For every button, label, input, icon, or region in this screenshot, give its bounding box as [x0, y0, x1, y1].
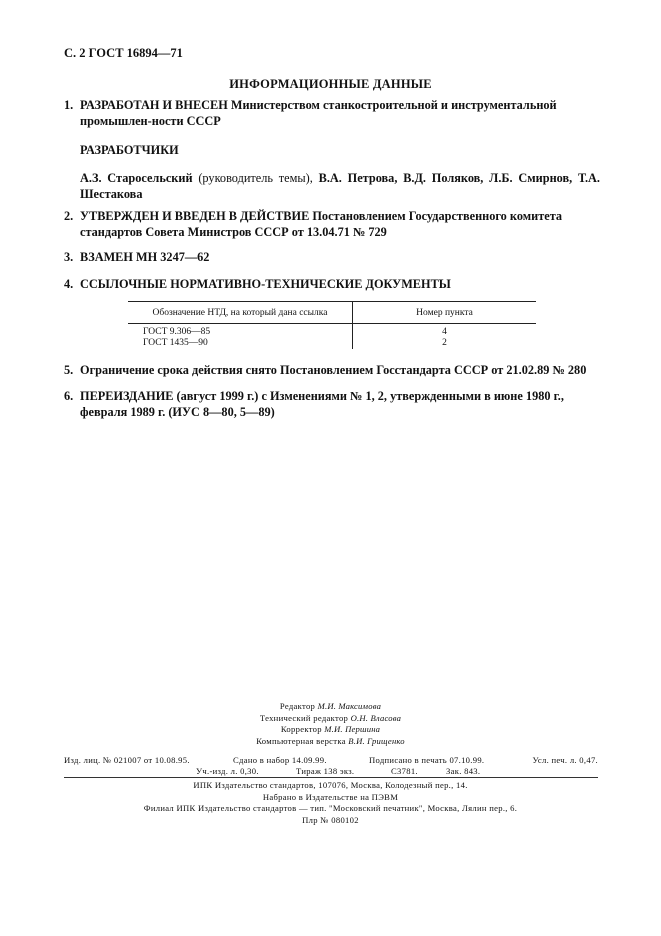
credit-role: Корректор: [280, 724, 322, 734]
publisher-line: Филиал ИПК Издательство стандартов — тип. "Московский печатник", Москва, Лялин пер., 6.: [143, 803, 518, 813]
item-number: 2.: [64, 209, 74, 223]
credit-name: О.Н. Власова: [350, 712, 402, 723]
item-number: 4.: [64, 277, 74, 291]
imprint-license: Изд. лиц. № 021007 от 10.08.95.: [64, 755, 190, 765]
info-item-4: [64, 276, 600, 292]
item-text: ССЫЛОЧНЫЕ НОРМАТИВНО-ТЕХНИЧЕСКИЕ ДОКУМЕНТЫ: [80, 277, 451, 291]
reference-table: [128, 301, 536, 349]
info-item-5: [64, 362, 600, 378]
publisher-line: Плр № 080102: [302, 814, 359, 825]
table-cell-clause: 4: [442, 327, 447, 337]
publisher-line: ИПК Издательство стандартов, 107076, Москва, Колодезный пер., 14.: [193, 780, 468, 790]
item-text: Ограничение срока действия снято Постановлением Госстандарта СССР от 21.02.89 № 280: [80, 363, 587, 377]
item-number: 1.: [64, 98, 74, 112]
imprint-order: Зак. 843.: [446, 766, 481, 776]
credit-name: М.И. Першина: [324, 724, 381, 734]
credit-role: Компьютерная верстка: [256, 735, 346, 746]
table-cell-clause: 2: [442, 338, 447, 348]
info-item-3: [64, 249, 600, 265]
item-text: ПЕРЕИЗДАНИЕ (август 1999 г.) с Изменениями № 1, 2, утвержденными в июне 1980 г., февраля 1989 г. (ИУС 8—80, 5—89): [80, 389, 564, 419]
item-text: РАЗРАБОТАН И ВНЕСЕН Министерством станкостроительной и инструментальной промышлен-ности СССР: [80, 98, 557, 128]
credit-role: Редактор: [279, 701, 316, 711]
developer-leader-role: (руководитель темы),: [192, 171, 319, 185]
imprint-pub-sheets: Уч.-изд. л. 0,30.: [196, 766, 259, 776]
table-header-row: [128, 302, 536, 324]
info-item-2: [64, 208, 600, 240]
imprint-sent: Сдано в набор 14.09.99.: [233, 755, 327, 765]
developer-leader: А.З. Старосельский: [80, 171, 193, 185]
developer-others: В.А. Петрова, В.Д. Поляков, Л.Б. Смирнов, Т.А. Шестакова: [80, 171, 601, 201]
developers-heading: РАЗРАБОТЧИКИ: [80, 143, 179, 157]
table-row: [128, 338, 536, 349]
item-number: 3.: [64, 250, 74, 264]
item-text: ВЗАМЕН МН 3247—62: [80, 250, 210, 264]
table-row: [128, 324, 536, 339]
editorial-credits: [0, 701, 661, 747]
table-cell-document: ГОСТ 9.306—85: [128, 324, 353, 339]
info-item-1: [64, 97, 600, 129]
item-lead: УТВЕРЖДЕН И ВВЕДЕН В ДЕЙСТВИЕ: [80, 209, 310, 223]
credit-line: [0, 701, 661, 713]
credit-name: В.И. Грищенко: [348, 735, 405, 746]
imprint-print-sheets: Усл. печ. л. 0,47.: [532, 755, 598, 765]
credit-role: Технический редактор: [259, 712, 349, 723]
divider: [64, 777, 598, 778]
credit-line: [0, 713, 661, 725]
developers-list: [80, 170, 600, 202]
imprint: [64, 755, 598, 777]
imprint-signed: Подписано в печать 07.10.99.: [369, 755, 485, 765]
info-title: ИНФОРМАЦИОННЫЕ ДАННЫЕ: [229, 77, 432, 91]
item-number: 6.: [64, 389, 74, 403]
credit-line: [0, 724, 661, 736]
publisher-info: [0, 780, 661, 826]
column-header-clause: Номер пункта: [353, 302, 537, 324]
table-cell-document: ГОСТ 1435—90: [128, 338, 353, 349]
credit-line: [0, 736, 661, 748]
item-number: 5.: [64, 363, 74, 377]
imprint-code: С3781.: [391, 766, 418, 776]
credit-name: М.И. Максимова: [317, 701, 382, 711]
publisher-line: Набрано в Издательстве на ПЭВМ: [262, 791, 399, 802]
info-item-6: [64, 388, 600, 420]
item-text: Постановлением Государственного комитета стандартов Совета Министров СССР от 13.04.71 № 729: [80, 209, 563, 239]
imprint-circulation: Тираж 138 экз.: [296, 766, 355, 776]
page-header: С. 2 ГОСТ 16894—71: [64, 46, 183, 60]
column-header-document: Обозначение НТД, на который дана ссылка: [128, 302, 353, 324]
